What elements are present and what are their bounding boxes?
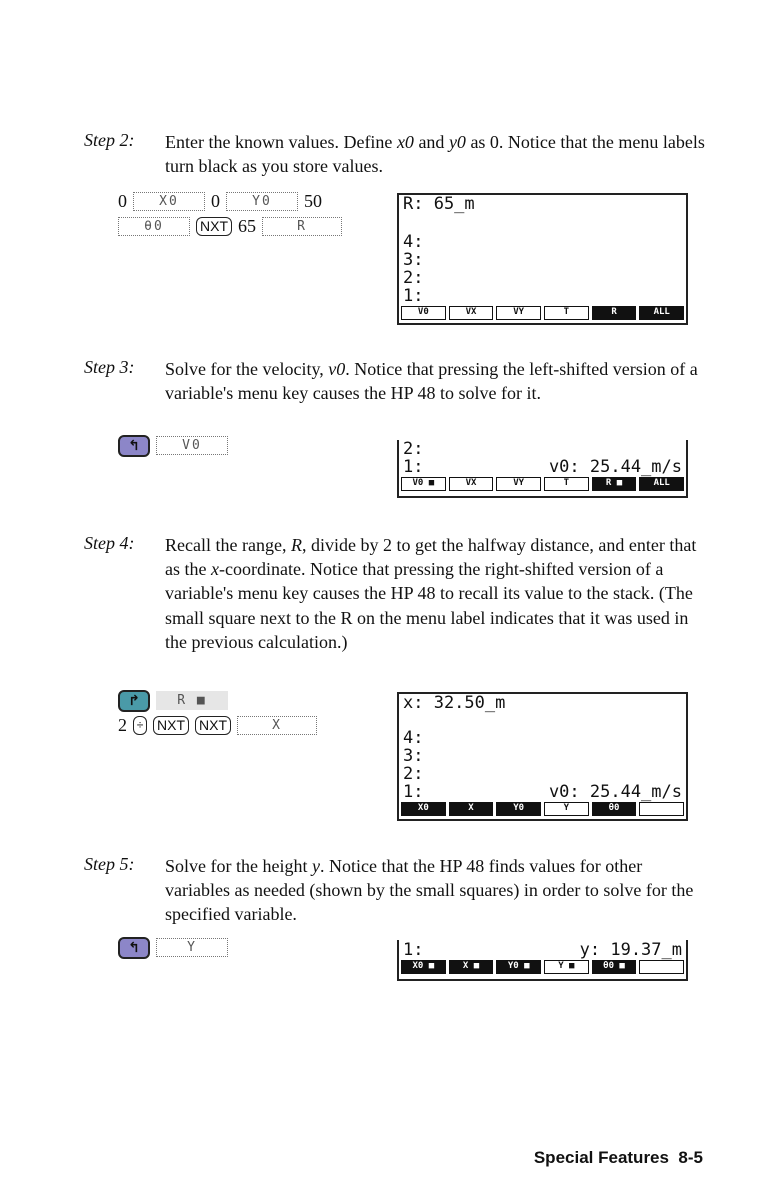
text-segment: Solve for the velocity,	[165, 359, 329, 379]
menu-label[interactable]: T	[544, 477, 589, 491]
footer-page-number: 8-5	[678, 1148, 703, 1167]
softkey-y[interactable]: Y	[156, 938, 228, 957]
stack-line	[399, 712, 686, 729]
softkey-menu	[399, 305, 686, 322]
calculator-display	[397, 940, 688, 981]
typed-number: 0	[211, 191, 220, 211]
menu-label[interactable]: V0 ■	[401, 477, 446, 491]
step-label: Step 3:	[84, 357, 135, 377]
text-segment: v0	[328, 359, 346, 379]
stack-line	[399, 233, 686, 251]
step-label: Step 4:	[84, 533, 135, 553]
text-segment: y0	[448, 132, 466, 152]
stack-line	[399, 747, 686, 765]
keystroke-row	[118, 713, 317, 738]
text-segment: y	[311, 856, 320, 876]
softkey-v0[interactable]: V0	[156, 436, 228, 455]
stack-label: 2:	[403, 439, 424, 459]
menu-label[interactable]: X ■	[449, 960, 494, 974]
text-segment: and	[413, 132, 449, 152]
menu-label[interactable]: R ■	[592, 477, 637, 491]
menu-label[interactable]: V0	[401, 306, 446, 320]
softkey-menu	[399, 801, 686, 818]
stack-label: 1:	[403, 286, 424, 306]
softkey-menu	[399, 959, 686, 976]
menu-label[interactable]: Y0 ■	[496, 960, 541, 974]
text-segment: Recall the range,	[165, 535, 291, 555]
stack-line	[399, 195, 686, 213]
stack-value: y: 19.37_m	[579, 940, 682, 960]
keystroke-row	[118, 189, 342, 214]
menu-label[interactable]: VY	[496, 306, 541, 320]
text-segment: as 0. Notice that the menu labels turn black as you store values.	[165, 132, 705, 177]
stack-line	[399, 765, 686, 783]
text-segment: x0	[396, 132, 414, 152]
stack-label: 3:	[403, 250, 424, 270]
keystroke-sequence	[118, 688, 317, 738]
divide-key[interactable]: ÷	[133, 716, 147, 735]
nxt-key[interactable]: NXT	[196, 217, 232, 236]
stack-label: 4:	[403, 232, 424, 252]
stack-line	[399, 458, 686, 476]
menu-label[interactable]: ALL	[639, 477, 684, 491]
stack-label: 2:	[403, 764, 424, 784]
keystroke-row	[118, 433, 228, 458]
step-label: Step 5:	[84, 854, 135, 874]
menu-label[interactable]: X0 ■	[401, 960, 446, 974]
keystroke-sequence	[118, 935, 228, 960]
keystroke-sequence	[118, 433, 228, 458]
menu-label[interactable]: Y	[544, 802, 589, 816]
menu-label[interactable]: X0	[401, 802, 446, 816]
keystroke-row	[118, 214, 342, 239]
keystroke-row	[118, 935, 228, 960]
calculator-display	[397, 692, 688, 821]
menu-label[interactable]: VX	[449, 477, 494, 491]
display-stack	[399, 440, 686, 476]
typed-number: 65	[238, 216, 256, 236]
stack-label: 1:	[403, 940, 424, 960]
stack-label: 1:	[403, 782, 424, 802]
left-shift-key-icon[interactable]: ↰	[118, 435, 150, 457]
step-instructions	[165, 130, 710, 178]
stack-line	[399, 251, 686, 269]
stack-label: 1:	[403, 457, 424, 477]
menu-label[interactable]: Y0	[496, 802, 541, 816]
step-instructions	[165, 854, 710, 927]
text-segment: , divide by 2 to get the halfway distance, and enter that as the	[165, 535, 697, 580]
softkey-x[interactable]: X	[237, 716, 317, 735]
stack-line	[399, 440, 686, 458]
stack-value: v0: 25.44_m/s	[548, 782, 682, 802]
text-segment: Enter the known values. Define	[165, 132, 397, 152]
text-segment: Solve for the height	[165, 856, 312, 876]
menu-label[interactable]: X	[449, 802, 494, 816]
text-segment: . Notice that the HP 48 finds values for other variables as needed (shown by the small squares) in order to solve for the specified variable.	[165, 856, 694, 925]
text-segment: x	[210, 559, 219, 580]
nxt-key[interactable]: NXT	[153, 716, 189, 735]
stack-line	[399, 269, 686, 287]
calculator-display	[397, 193, 688, 325]
softkey-x0[interactable]: X0	[133, 192, 205, 211]
stack-label: x: 32.50_m	[403, 693, 506, 713]
stack-label: 3:	[403, 746, 424, 766]
page-footer	[534, 1148, 703, 1168]
text-segment: -coordinate. Notice that pressing the right-shifted version of a variable's menu key causes the HP 48 to recall its value to the stack. (The small square next to the R on the menu label indicates that it was used in the previous calculation.)	[165, 559, 693, 652]
right-shift-key-icon[interactable]: ↱	[118, 690, 150, 712]
text-segment: . Notice that pressing the left-shifted version of a variable's menu key causes the HP 48 to solve for it.	[165, 359, 698, 404]
stack-label: R: 65_m	[403, 194, 475, 214]
stack-line	[399, 941, 686, 959]
softkey-y0[interactable]: Y0	[226, 192, 298, 211]
keystroke-sequence	[118, 189, 342, 239]
menu-label[interactable]: Y ■	[544, 960, 589, 974]
typed-number: 2	[118, 715, 127, 735]
step-instructions	[165, 357, 710, 405]
menu-label[interactable]: θ0 ■	[592, 960, 637, 974]
stack-line	[399, 783, 686, 801]
stack-value: v0: 25.44_m/s	[548, 457, 682, 477]
stack-line	[399, 287, 686, 305]
stack-line	[399, 694, 686, 712]
display-stack	[399, 940, 686, 959]
stack-line	[399, 215, 686, 233]
step-instructions	[165, 533, 710, 654]
display-stack	[399, 694, 686, 801]
softkey-r[interactable]: R	[262, 217, 342, 236]
menu-label[interactable]: R	[592, 306, 637, 320]
menu-label[interactable]	[639, 960, 684, 974]
softkey-recall[interactable]: R ■	[156, 691, 228, 710]
left-shift-key-icon[interactable]: ↰	[118, 937, 150, 959]
stack-label: 2:	[403, 268, 424, 288]
text-segment: R	[290, 535, 302, 555]
keystroke-row	[118, 688, 317, 713]
calculator-display	[397, 440, 688, 498]
footer-section: Special Features	[533, 1148, 669, 1167]
softkey-0[interactable]: θ0	[118, 217, 190, 236]
menu-label[interactable]	[639, 802, 684, 816]
step-label: Step 2:	[84, 130, 135, 150]
menu-label[interactable]: T	[544, 306, 589, 320]
typed-number: 50	[304, 191, 322, 211]
display-stack	[399, 195, 686, 305]
menu-label[interactable]: ALL	[639, 306, 684, 320]
nxt-key[interactable]: NXT	[195, 716, 231, 735]
menu-label[interactable]: VY	[496, 477, 541, 491]
typed-number: 0	[118, 191, 127, 211]
stack-label: 4:	[403, 728, 424, 748]
stack-line	[399, 729, 686, 747]
softkey-menu	[399, 476, 686, 493]
menu-label[interactable]: θ0	[592, 802, 637, 816]
menu-label[interactable]: VX	[449, 306, 494, 320]
